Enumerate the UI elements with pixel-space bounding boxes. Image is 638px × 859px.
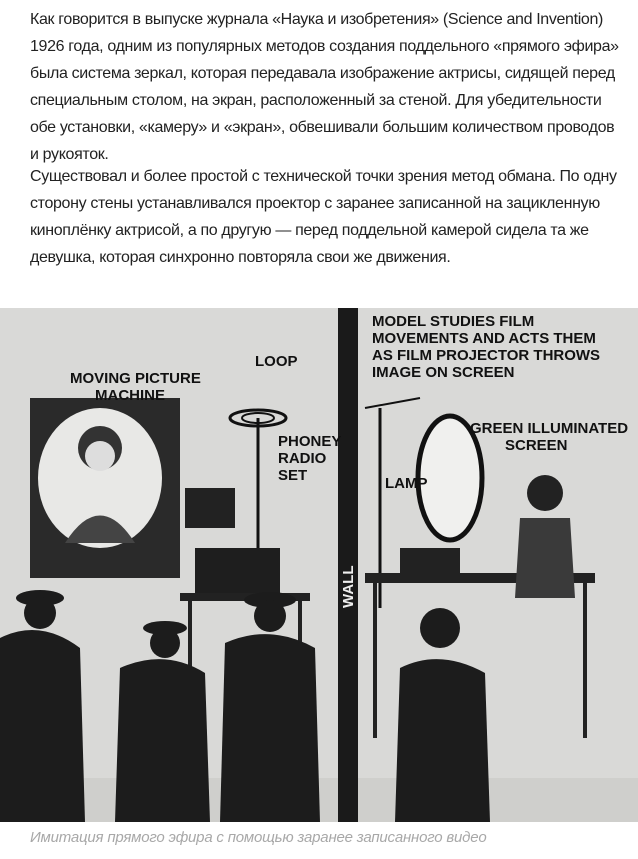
label-screen: SCREEN (505, 437, 568, 454)
phoney-radio-set (195, 548, 280, 593)
label-loop: LOOP (255, 353, 298, 370)
article-paragraph-1: Как говорится в выпуске журнала «Наука и изобретения» (Science and Invention) 1926 года, одним из популярных методов создания поддельного «прямого эфира» была система зеркал, которая передавала изображение актрисы, сидящей перед специальным столом, на экран, расположенный за стеной. Для убедительности обе установки, «камеру» и «экран», обвешивали большим количеством проводов и рукояток. (30, 11, 619, 163)
label-phoney: PHONEY (278, 433, 342, 450)
article-paragraph-2: Существовал и более простой с технической точки зрения метод обмана. По одну сторону стены устанавливался проектор с заранее записанной на зацикленную киноплёнку актрисой, а по другую — перед поддельной камерой сидела та же девушка, которая синхронно повторяла свои же движения. (30, 168, 617, 266)
illustration-fake-live-broadcast (0, 308, 638, 822)
label-model-4: IMAGE ON SCREEN (372, 364, 515, 381)
label-model-3: AS FILM PROJECTOR THROWS (372, 347, 601, 364)
label-moving-picture: MOVING PICTURE (70, 370, 201, 387)
label-set: SET (278, 467, 308, 484)
label-green-illuminated: GREEN ILLUMINATED (470, 420, 629, 437)
label-wall: WALL (340, 565, 357, 608)
label-model-2: MOVEMENTS AND ACTS THEM (372, 330, 596, 347)
figure-caption: Имитация прямого эфира с помощью заранее записанного видео (30, 829, 487, 846)
label-radio: RADIO (278, 450, 327, 467)
wall (338, 308, 358, 822)
label-lamp: LAMP (385, 475, 428, 492)
spectators (0, 590, 490, 822)
label-model-1: MODEL STUDIES FILM (372, 313, 535, 330)
label-machine: MACHINE (95, 387, 165, 404)
projector (185, 488, 235, 528)
